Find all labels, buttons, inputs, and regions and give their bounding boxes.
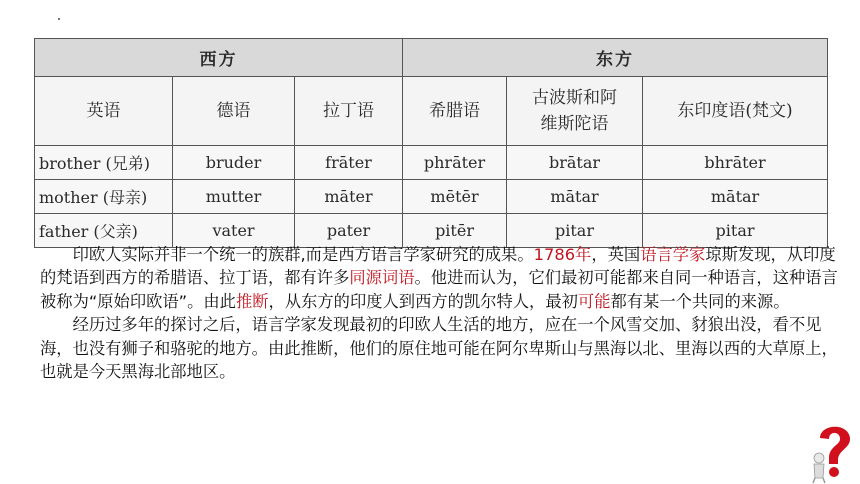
column-header: 德语	[173, 77, 295, 146]
text-span: ，英国	[591, 245, 641, 264]
table-row	[35, 146, 828, 180]
table-cell: father (父亲)	[35, 214, 173, 248]
text-span: 印欧人实际并非一个统一的族群,而是西方语言学家研究的成果。	[40, 245, 534, 264]
table-cell: māter	[295, 180, 403, 214]
highlight-linguist: 语言学家	[640, 245, 706, 264]
table-cell: frāter	[295, 146, 403, 180]
decorative-dot	[58, 18, 60, 20]
table-cell: pitar	[507, 214, 643, 248]
table-row	[35, 180, 828, 214]
table-cell: phrāter	[403, 146, 507, 180]
column-header: 希腊语	[403, 77, 507, 146]
group-header-east: 东方	[403, 39, 828, 77]
question-mark-figure-icon	[808, 418, 858, 484]
table-cell: mutter	[173, 180, 295, 214]
highlight-infer: 推断	[235, 291, 269, 311]
table-cell: pater	[295, 214, 403, 248]
table-cell: mētēr	[403, 180, 507, 214]
column-header: 拉丁语	[295, 77, 403, 146]
text-span: ，从东方的印度人到西方的凯尔特人，最初	[268, 291, 578, 311]
table-cell: vater	[173, 214, 295, 248]
paragraph-origin	[40, 243, 840, 313]
highlight-cognates: 同源词语	[349, 268, 415, 288]
text-span: 琼斯发现，从印度的梵语到西方的希腊语、拉丁语，都有许多	[40, 245, 836, 288]
highlight-possible: 可能	[577, 291, 611, 311]
group-header-west: 西方	[35, 39, 403, 77]
column-header: 东印度语(梵文)	[643, 77, 828, 146]
paragraph-homeland: 经历过多年的探讨之后，语言学家发现最初的印欧人生活的地方，应在一个风雪交加、豺狼出没，看不见海，也没有狮子和骆驼的地方。由此推断，他们的原住地可能在阿尔卑斯山与黑海以北、里海以西的大草原上，也就是今天黑海北部地区。	[40, 315, 838, 382]
column-header: 英语	[35, 77, 173, 146]
text-span: 。他进而认为，它们最初可能都来自同一种语言，这种语言被称为“原始印欧语”。由此	[40, 268, 838, 311]
text-span: 都有某一个共同的来源。	[610, 291, 790, 311]
table-cell: mātar	[507, 180, 643, 214]
table-cell: bruder	[173, 146, 295, 180]
highlight-year: 1786年	[533, 245, 592, 264]
column-header: 古波斯和阿 维斯陀语	[507, 77, 643, 146]
table-cell: brātar	[507, 146, 643, 180]
table-cell: mother (母亲)	[35, 180, 173, 214]
table-cell: brother (兄弟)	[35, 146, 173, 180]
table-cell: bhrāter	[643, 146, 828, 180]
table-cell: mātar	[643, 180, 828, 214]
language-comparison-table	[34, 38, 827, 244]
table-cell: pitar	[643, 214, 828, 248]
body-text	[40, 243, 840, 383]
table-cell: pitēr	[403, 214, 507, 248]
